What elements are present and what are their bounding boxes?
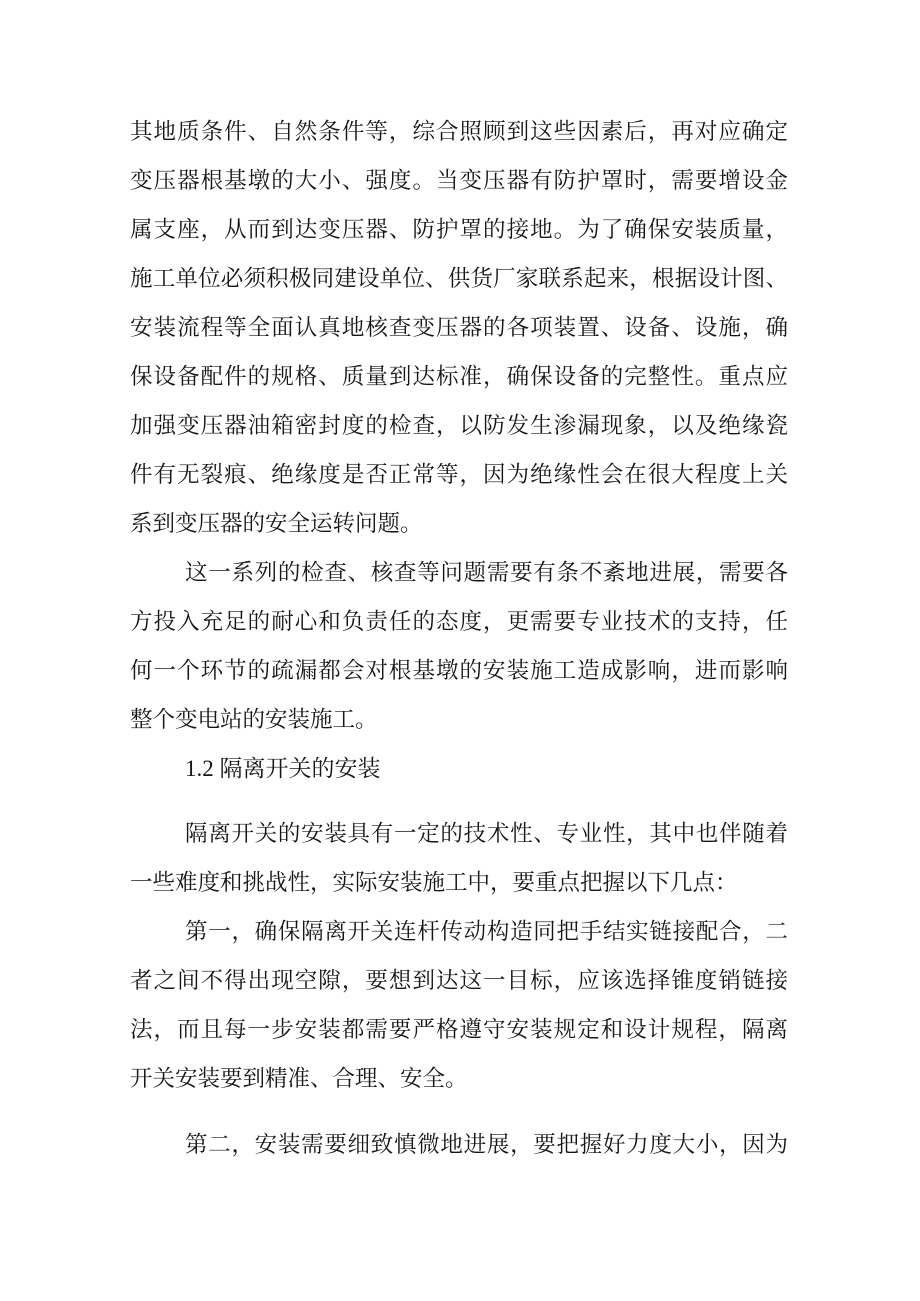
text-line: 变压器根基墩的大小、强度。当变压器有防护罩时，需要增设金 — [130, 168, 788, 193]
text-line: 一些难度和挑战性，实际安装施工中，要重点把握以下几点： — [130, 870, 738, 895]
text-line: 施工单位必须积极同建设单位、供货厂家联系起来，根据设计图、 — [130, 266, 788, 291]
para-transformer-checks — [130, 107, 788, 548]
text-line: 者之间不得出现空隙，要想到达这一目标，应该选择锥度销链接 — [130, 968, 788, 993]
text-line: 这一系列的检查、核查等问题需要有条不紊地进展，需要各 — [185, 560, 788, 585]
text-line: 方投入充足的耐心和负责任的态度，更需要专业技术的支持，任 — [130, 609, 788, 634]
text-line: 何一个环节的疏漏都会对根基墩的安装施工造成影响，进而影响 — [130, 658, 788, 683]
text-line: 隔离开关的安装具有一定的技术性、专业性，其中也伴随着 — [185, 821, 788, 846]
text-line: 法，而且每一步安装都需要严格遵守安装规定和设计规程，隔离 — [130, 1017, 788, 1042]
text-line: 保设备配件的规格、质量到达标准，确保设备的完整性。重点应 — [130, 364, 788, 389]
para-switch-intro — [130, 809, 788, 907]
text-line: 第二，安装需要细致慎微地进展，要把握好力度大小，因为 — [185, 1132, 788, 1157]
text-line: 加强变压器油箱密封度的检查，以防发生渗漏现象，以及绝缘瓷 — [130, 413, 788, 438]
text-line: 属支座，从而到达变压器、防护罩的接地。为了确保安装质量， — [130, 217, 788, 242]
text-line: 其地质条件、自然条件等，综合照顾到这些因素后，再对应确定 — [130, 119, 788, 144]
para-inspection-series — [130, 548, 788, 744]
document-content — [130, 107, 788, 1169]
text-line: 第一，确保隔离开关连杆传动构造同把手结实链接配合，二 — [185, 919, 788, 944]
text-line: 整个变电站的安装施工。 — [130, 707, 378, 732]
text-line: 开关安装要到精准、合理、安全。 — [130, 1066, 468, 1091]
para-point-one — [130, 907, 788, 1103]
heading-section-1-2: 1.2 隔离开关的安装 — [185, 756, 381, 781]
text-line: 安装流程等全面认真地核查变压器的各项装置、设备、设施，确 — [130, 315, 788, 340]
para-point-two — [130, 1120, 788, 1169]
text-line: 系到变压器的安全运转问题。 — [130, 511, 423, 536]
text-line: 件有无裂痕、绝缘度是否正常等，因为绝缘性会在很大程度上关 — [130, 462, 788, 487]
